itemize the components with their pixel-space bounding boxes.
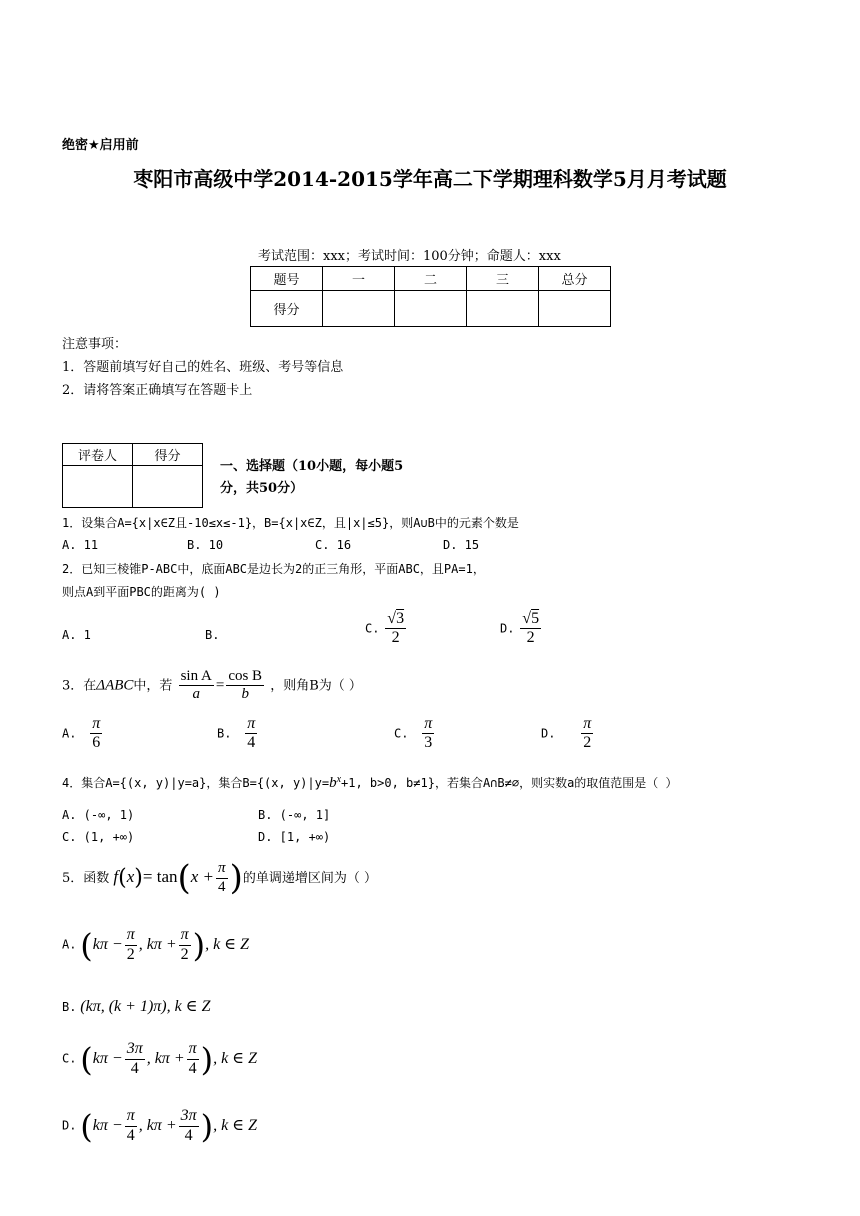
q5-option-a[interactable]: A. (kπ − $\frac{\pi}{2}$ , kπ + $\frac{\pi}{2}$ ), k ∈ Z [62,926,249,964]
question-2-line-1: 2．已知三棱锥P-ABC中，底面ABC是边长为2的正三角形，平面ABC，且PA=1， [62,562,485,576]
q3-option-b[interactable]: B. $\frac{\pi}{4}$ [217,715,256,752]
sinA-over-a: $\frac{\text{sin A}}{a}$ [180,668,212,703]
q1-option-a[interactable]: A. 11 [62,538,99,552]
q3-option-d[interactable]: D. $\frac{\pi}{2}$ [541,715,592,752]
q2-option-b[interactable]: B. [205,628,220,642]
sqrt5-over-2: $\frac{√5}{2}$ [522,610,540,647]
score-table-header-cell: 一 [323,267,395,291]
grader-header-cell: 评卷人 [63,444,133,466]
grader-header-cell: 得分 [133,444,203,466]
score-table-header-cell: 总分 [539,267,611,291]
question-1-stem: 1．设集合A={x|x∈Z且-10≤x≤-1}，B={x|x∈Z，且|x|≤5}，则A∪B中的元素个数是 [62,516,519,530]
q4-option-a[interactable]: A. (-∞, 1) [62,808,135,822]
question-3-stem: 3．在ΔABC中，若 $\frac{\text{sin A}}{a}$ = $\frac{\text{cos B}}{b}$ ，则角B为（ ） [62,668,362,703]
score-table-header-cell: 二 [395,267,467,291]
question-4-stem: 4．集合A={(x, y)|y=a}，集合B={(x, $y)|y=b^x+1$, b>0, b≠1}，若集合A∩B≠∅，则实数a的取值范围是（ ） [62,774,678,791]
q1-option-c[interactable]: C. 16 [315,538,352,552]
q5-option-c[interactable]: C. (kπ − $\frac{3\pi}{4}$ , kπ + $\frac{\pi}{4}$ ), k ∈ Z [62,1040,257,1078]
note-item: 2．请将答案正确填写在答题卡上 [62,383,253,398]
score-cell[interactable] [539,291,611,327]
q1-option-d[interactable]: D. 15 [443,538,480,552]
score-table-header-cell: 三 [467,267,539,291]
sqrt3-over-2: $\frac{√3}{2}$ [387,610,405,647]
q5-option-d[interactable]: D. (kπ − $\frac{\pi}{4}$ , kπ + $\frac{3\pi}{4}$ ), k ∈ Z [62,1107,257,1145]
exam-title: 枣阳市高级中学2014-2015学年高二下学期理科数学5月月考试题 [133,167,727,191]
q4-option-c[interactable]: C. (1, +∞) [62,830,135,844]
q2-option-c[interactable]: C. $\frac{√3}{2}$ [365,610,405,647]
grader-cell[interactable] [63,466,133,508]
q3-option-a[interactable]: A. $\frac{\pi}{6}$ [62,715,101,752]
question-5-stem: 5．函数 f(x)= tan(x + $\frac{\pi}{4}$ )的单调递增区间为（ ） [62,858,377,898]
grader-cell[interactable] [133,466,203,508]
score-cell[interactable] [323,291,395,327]
q1-option-b[interactable]: B. 10 [187,538,224,552]
score-table [250,266,611,327]
section-heading: 一、选择题（10小题，每小题5 分，共50分） [220,459,404,496]
cosB-over-b: $\frac{\text{cos B}}{b}$ [228,668,263,703]
q4-option-d[interactable]: D. [1, +∞) [258,830,331,844]
question-2-line-2: 则点A到平面PBC的距离为( ) [62,585,221,599]
grader-table [62,443,203,508]
notes-heading: 注意事项： [62,337,128,352]
q2-option-d[interactable]: D. $\frac{√5}{2}$ [500,610,540,647]
score-cell[interactable] [467,291,539,327]
note-item: 1．答题前填写好自己的姓名、班级、考号等信息 [62,360,344,375]
q2-option-a[interactable]: A. 1 [62,628,91,642]
confidential-label: 绝密★启用前 [62,138,139,153]
q4-option-b[interactable]: B. (-∞, 1] [258,808,331,822]
score-cell[interactable] [395,291,467,327]
score-table-header-cell: 题号 [251,267,323,291]
q3-option-c[interactable]: C. $\frac{\pi}{3}$ [394,715,433,752]
q5-option-b[interactable]: B. (kπ, (k + 1)π), k ∈ Z [62,998,211,1015]
exam-info: 考试范围：xxx；考试时间：100分钟；命题人：xxx [258,249,561,264]
score-row-label: 得分 [251,291,323,327]
